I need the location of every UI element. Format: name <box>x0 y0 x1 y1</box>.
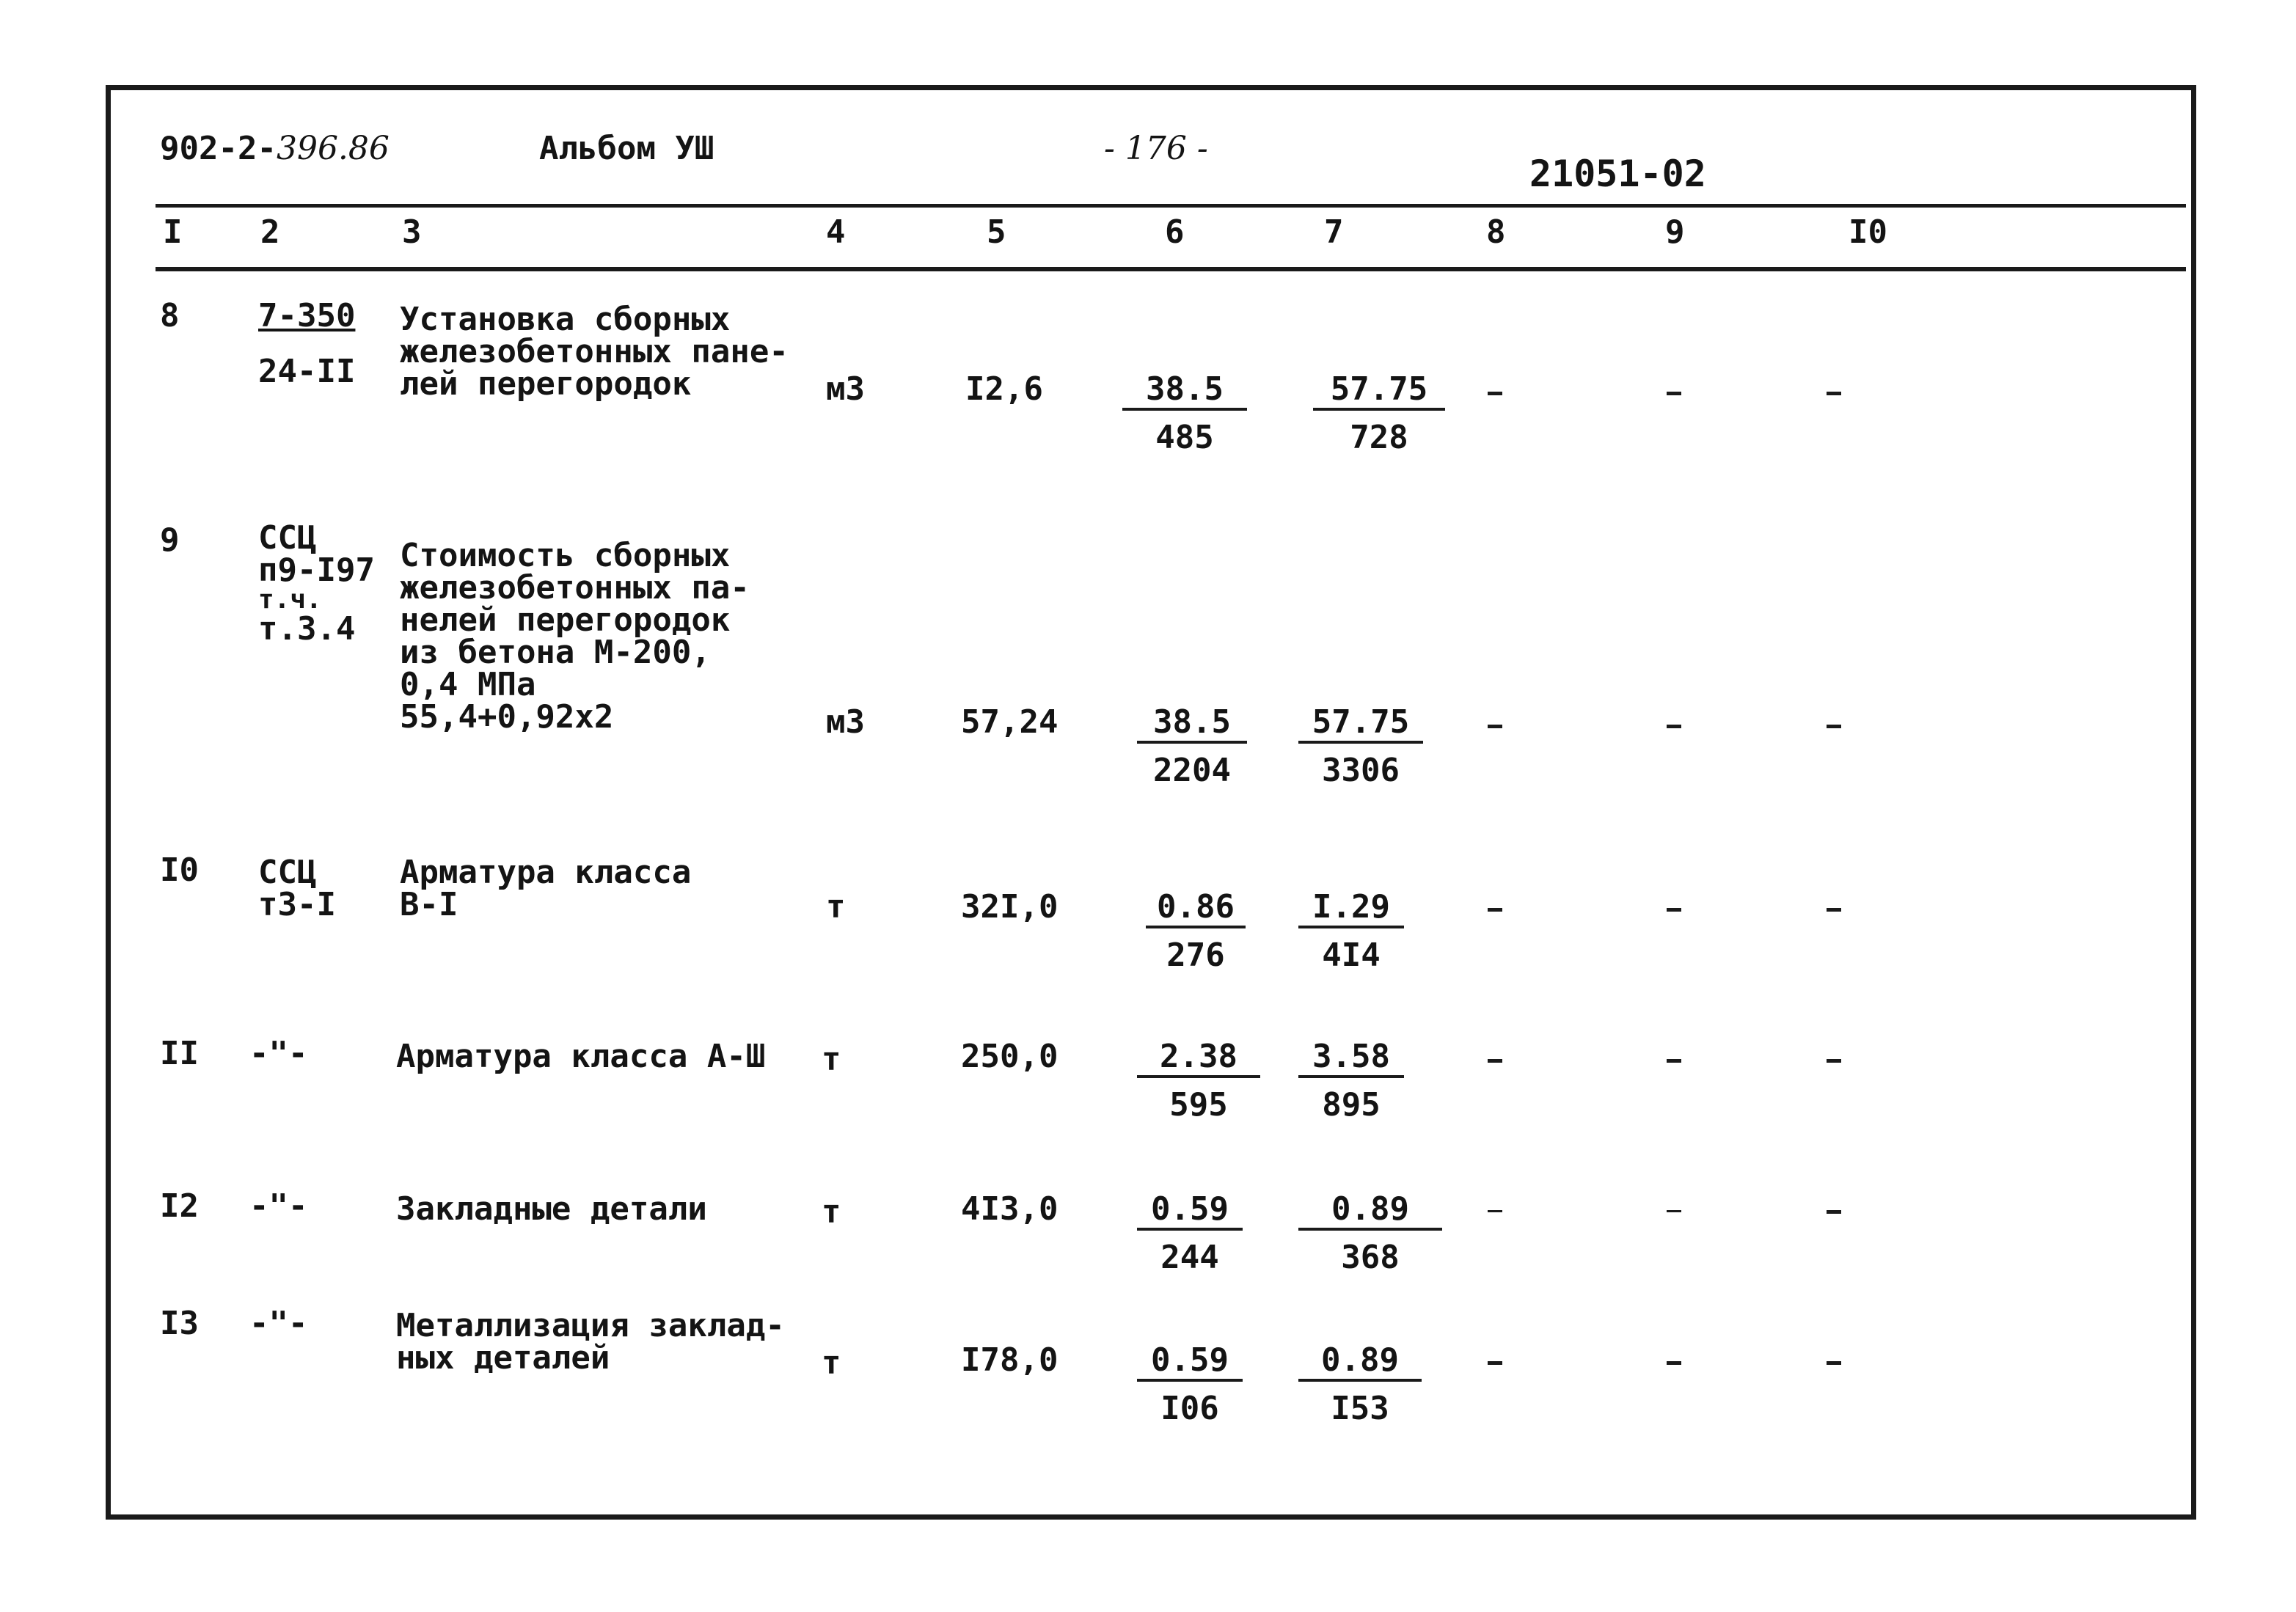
work-description: Металлизация заклад- ных деталей <box>396 1307 785 1377</box>
col-header-9: 9 <box>1665 213 1685 251</box>
row-number: I0 <box>160 851 199 889</box>
quantity: 32I,0 <box>961 888 1059 926</box>
quantity: I78,0 <box>961 1341 1059 1379</box>
unit-price: I.29 <box>1298 890 1404 928</box>
col9-dash <box>1667 392 1681 395</box>
col-header-3: 3 <box>402 213 422 251</box>
cost-col7 <box>1298 890 1404 972</box>
col9-dash <box>1667 725 1681 728</box>
col8-dash <box>1488 1059 1502 1063</box>
cost-col6 <box>1137 703 1247 789</box>
col-header-8: 8 <box>1486 213 1506 251</box>
unit-price: 38.5 <box>1122 373 1247 411</box>
unit: м3 <box>826 370 865 408</box>
row-number: I3 <box>160 1305 199 1342</box>
unit-price: 38.5 <box>1137 706 1247 744</box>
total-price: 276 <box>1166 937 1225 974</box>
col9-dash <box>1667 908 1681 912</box>
cost-col7 <box>1313 370 1445 456</box>
unit: т <box>822 1041 841 1078</box>
unit-price: 3.58 <box>1298 1040 1404 1078</box>
cost-col7 <box>1298 1341 1422 1427</box>
total-price: 368 <box>1341 1239 1400 1276</box>
col9-dash <box>1667 1210 1681 1212</box>
work-description: Установка сборных железобетонных пане- лей перегородок <box>400 301 789 403</box>
col-header-10: I0 <box>1849 213 1887 251</box>
col-header-1: I <box>163 213 183 251</box>
quantity: 4I3,0 <box>961 1190 1059 1228</box>
total-price: 485 <box>1155 419 1214 456</box>
work-description: Арматура класса В-I <box>400 854 692 923</box>
header-top-rule <box>156 204 2186 208</box>
col-header-5: 5 <box>987 213 1006 251</box>
total-price: 4I4 <box>1322 937 1381 974</box>
work-description: Стоимость сборных железобетонных па- нелей перегородок из бетона М-200, 0,4 МПа 55,4+0,92х2 <box>400 537 750 736</box>
col9-dash <box>1667 1059 1681 1063</box>
col9-dash <box>1667 1361 1681 1365</box>
cost-col6 <box>1146 890 1246 972</box>
work-description: Закладные детали <box>396 1190 707 1228</box>
row-number: 9 <box>160 521 180 559</box>
col10-dash <box>1827 908 1841 912</box>
cost-col6 <box>1137 1341 1243 1427</box>
doc-code <box>160 132 390 166</box>
cost-col6 <box>1122 370 1247 456</box>
unit-price: 0.89 <box>1298 1192 1442 1231</box>
rate-code: -"- <box>249 1187 308 1225</box>
unit: т <box>822 1344 841 1382</box>
unit-price: 2.38 <box>1137 1040 1260 1078</box>
total-price: 895 <box>1322 1086 1381 1124</box>
col8-dash <box>1488 392 1502 395</box>
unit-price: 0.59 <box>1137 1192 1243 1231</box>
col-header-2: 2 <box>260 213 280 251</box>
unit: т <box>822 1193 841 1231</box>
unit-price: 0.89 <box>1298 1344 1422 1382</box>
doc-code-prefix: 902-2- <box>160 130 277 167</box>
quantity: 250,0 <box>961 1038 1059 1075</box>
total-price: 728 <box>1350 419 1408 456</box>
col10-dash <box>1827 1361 1841 1365</box>
sheet-code: 21051-02 <box>1529 153 1706 195</box>
col10-dash <box>1827 1210 1841 1214</box>
row-number: 8 <box>160 297 180 334</box>
quantity: I2,6 <box>965 370 1043 408</box>
cost-col7 <box>1298 1192 1442 1275</box>
row-number: II <box>160 1035 199 1072</box>
page-number: - 176 - <box>1104 130 1208 167</box>
rate-code: ССЦ п9-I97 т.ч. т.3.4 <box>258 519 375 648</box>
col-header-7: 7 <box>1324 213 1344 251</box>
doc-code-handwritten: 396.86 <box>276 130 390 167</box>
cost-col6 <box>1137 1040 1260 1122</box>
rate-code: ССЦ т3-I <box>258 854 336 923</box>
total-price: 595 <box>1169 1086 1228 1124</box>
col-header-6: 6 <box>1165 213 1185 251</box>
col10-dash <box>1827 1059 1841 1063</box>
album-label: Альбом УШ <box>539 130 714 167</box>
col8-dash <box>1488 908 1502 912</box>
rate-code: 7-350 <box>258 297 356 334</box>
col10-dash <box>1827 725 1841 728</box>
unit-price: 57.75 <box>1298 706 1423 744</box>
quantity: 57,24 <box>961 703 1059 741</box>
header-bottom-rule <box>156 267 2186 271</box>
work-description: Арматура класса А-Ш <box>396 1038 766 1075</box>
unit: м3 <box>826 703 865 741</box>
total-price: 2204 <box>1153 752 1231 789</box>
rate-code: 24-II <box>258 353 356 390</box>
cost-col6 <box>1137 1192 1243 1275</box>
col8-dash <box>1488 725 1502 728</box>
cost-col7 <box>1298 703 1423 789</box>
total-price: 3306 <box>1322 752 1400 789</box>
total-price: 244 <box>1160 1239 1219 1276</box>
col8-dash <box>1488 1210 1502 1212</box>
col8-dash <box>1488 1361 1502 1365</box>
unit-price: 0.59 <box>1137 1344 1243 1382</box>
total-price: I53 <box>1331 1390 1389 1427</box>
row-number: I2 <box>160 1187 199 1225</box>
unit: т <box>826 888 846 926</box>
unit-price: 0.86 <box>1146 890 1246 928</box>
col10-dash <box>1827 392 1841 395</box>
col-header-4: 4 <box>826 213 846 251</box>
cost-col7 <box>1298 1040 1404 1122</box>
rate-code: -"- <box>249 1035 308 1072</box>
total-price: I06 <box>1160 1390 1219 1427</box>
unit-price: 57.75 <box>1313 373 1445 411</box>
rate-code: -"- <box>249 1305 308 1342</box>
